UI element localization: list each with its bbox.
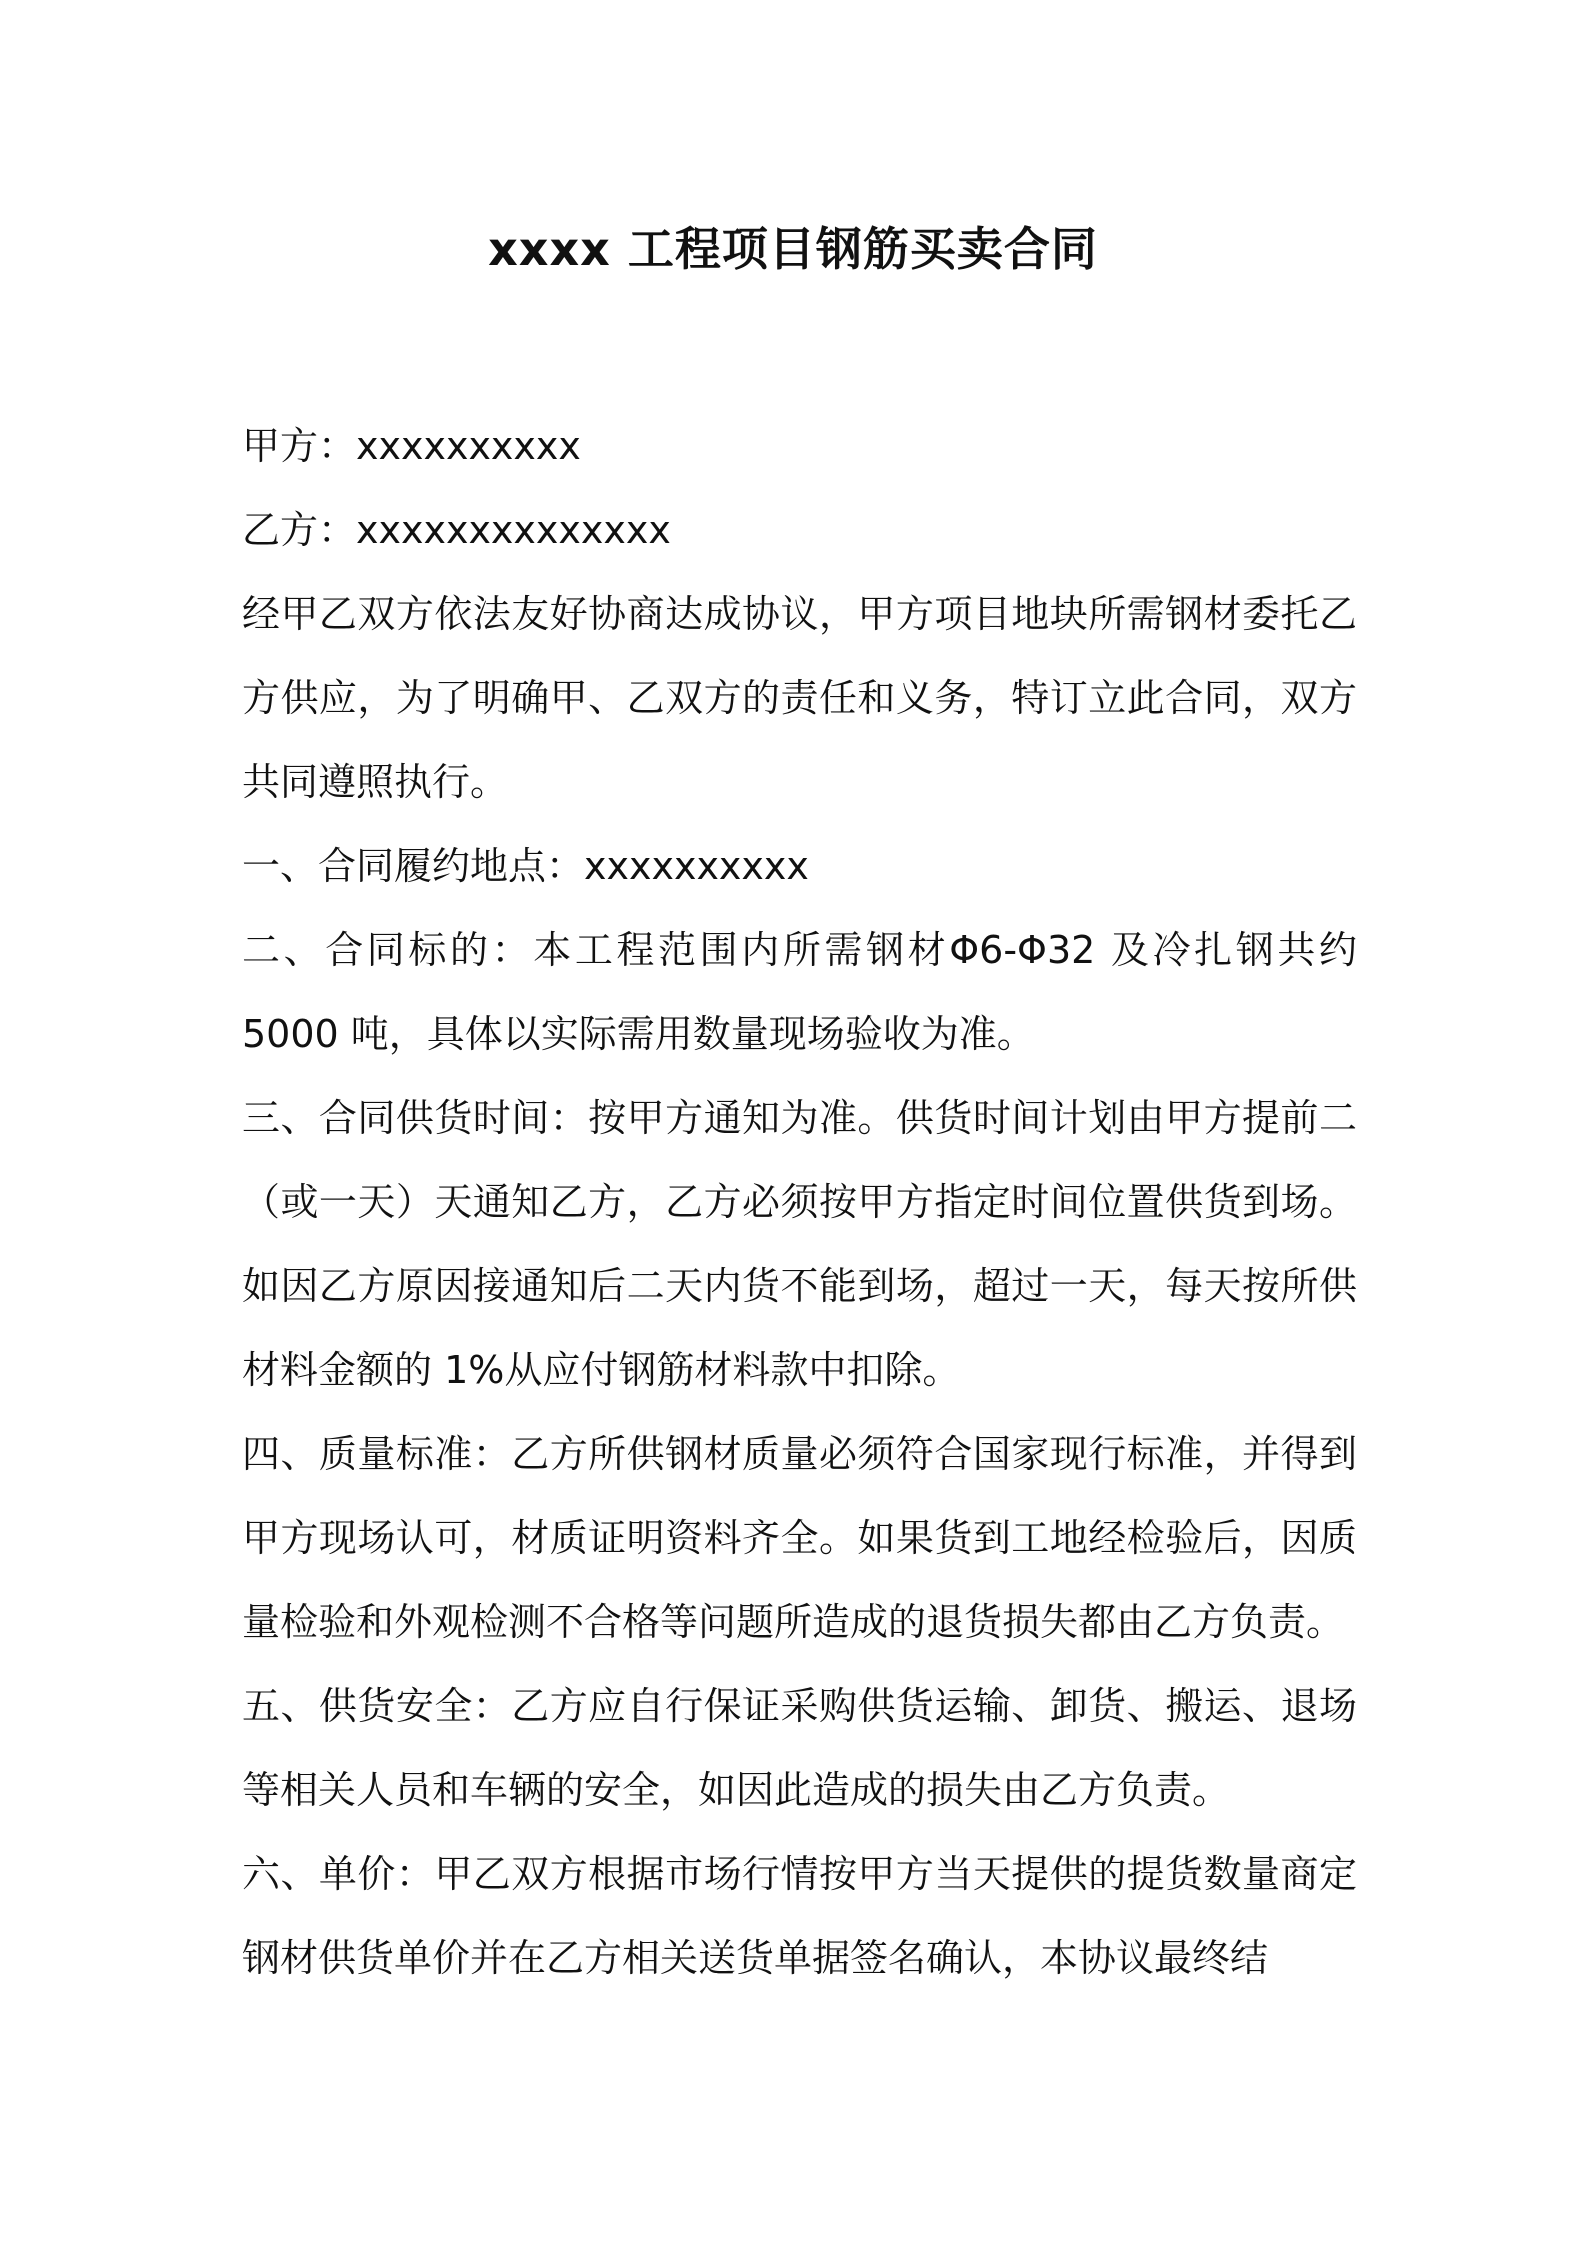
party-a-line: 甲方：xxxxxxxxxx xyxy=(242,424,581,468)
clause-4-quality: 四、质量标准：乙方所供钢材质量必须符合国家现行标准，并得到甲方现场认可，材质证明资料齐全。如果货到工地经检验后，因质量检验和外观检测不合格等问题所造成的退货损失都由乙方负责。 xyxy=(242,1432,1357,1644)
clause-2-subject: 二、合同标的：本工程范围内所需钢材Φ6-Φ32 及冷扎钢共约 5000 吨，具体以实际需用数量现场验收为准。 xyxy=(242,928,1357,1056)
document-title: xxxx 工程项目钢筋买卖合同 xyxy=(488,222,1098,276)
preamble-paragraph: 经甲乙双方依法友好协商达成协议，甲方项目地块所需钢材委托乙方供应，为了明确甲、乙双方的责任和义务，特订立此合同，双方共同遵照执行。 xyxy=(242,592,1357,804)
clause-1-place: 一、合同履约地点：xxxxxxxxxx xyxy=(242,844,809,888)
clause-5-safety: 五、供货安全：乙方应自行保证采购供货运输、卸货、搬运、退场等相关人员和车辆的安全，如因此造成的损失由乙方负责。 xyxy=(242,1684,1357,1812)
clause-6-unit-price: 六、单价：甲乙双方根据市场行情按甲方当天提供的提货数量商定钢材供货单价并在乙方相关送货单据签名确认，本协议最终结 xyxy=(242,1852,1357,1980)
document-body xyxy=(242,404,1357,2000)
party-b-line: 乙方：xxxxxxxxxxxxxx xyxy=(242,508,671,552)
clause-3-delivery-time: 三、合同供货时间：按甲方通知为准。供货时间计划由甲方提前二（或一天）天通知乙方，乙方必须按甲方指定时间位置供货到场。如因乙方原因接通知后二天内货不能到场，超过一天，每天按所供材料金额的 1%从应付钢筋材料款中扣除。 xyxy=(242,1096,1357,1392)
